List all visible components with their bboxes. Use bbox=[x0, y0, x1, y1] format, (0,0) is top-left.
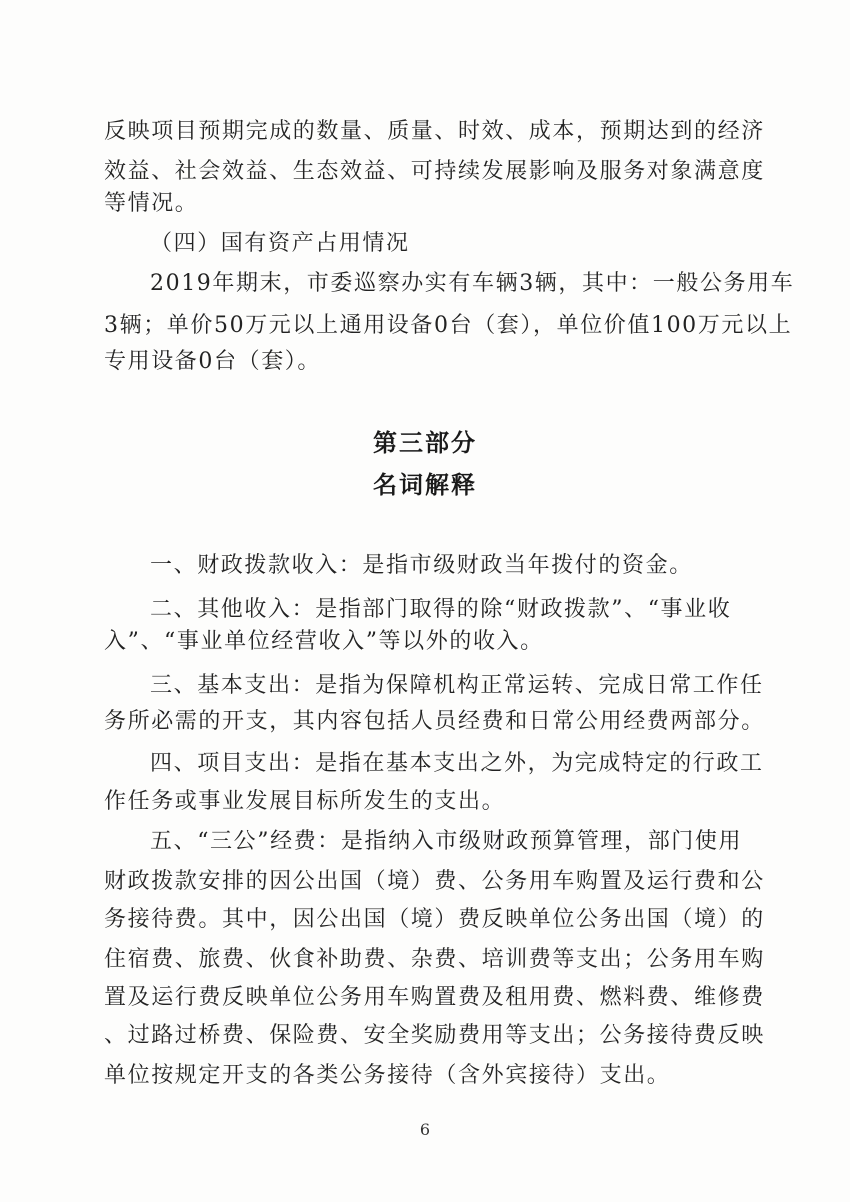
subheading-assets: （四）国有资产占用情况 bbox=[150, 231, 410, 256]
definition-line: 一、财政拨款收入：是指市级财政当年拨付的资金。 bbox=[150, 553, 693, 578]
paragraph-line: 效益、社会效益、生态效益、可持续发展影响及服务对象满意度 bbox=[104, 159, 765, 184]
definition-line: 三、基本支出：是指为保障机构正常运转、完成日常工作任 bbox=[150, 673, 764, 698]
paragraph-line: 专用设备0台（套）。 bbox=[104, 349, 321, 374]
definition-line: 单位按规定开支的各类公务接待（含外宾接待）支出。 bbox=[104, 1063, 671, 1088]
definition-line: 财政拨款安排的因公出国（境）费、公务用车购置及运行费和公 bbox=[104, 869, 765, 894]
definition-line: 务接待费。其中，因公出国（境）费反映单位公务出国（境）的 bbox=[104, 907, 765, 932]
definition-line: 务所必需的开支，其内容包括人员经费和日常公用经费两部分。 bbox=[104, 709, 765, 734]
definition-line: 住宿费、旅费、伙食补助费、杂费、培训费等支出；公务用车购 bbox=[104, 947, 765, 972]
definition-line: 作任务或事业发展目标所发生的支出。 bbox=[104, 789, 506, 814]
definition-line: 入”、“事业单位经营收入”等以外的收入。 bbox=[104, 629, 544, 654]
paragraph-line: 2019年期末，市委巡察办实有车辆3辆，其中：一般公务用车 bbox=[150, 271, 795, 296]
definition-line: 五、“三公”经费：是指纳入市级财政预算管理，部门使用 bbox=[150, 829, 743, 854]
page-number: 6 bbox=[419, 1120, 431, 1139]
definition-line: 置及运行费反映单位公务用车购置费及租用费、燃料费、维修费 bbox=[104, 985, 765, 1010]
part-title: 第三部分 bbox=[373, 429, 477, 457]
definition-line: 二、其他收入：是指部门取得的除“财政拨款”、“事业收 bbox=[150, 597, 732, 622]
definition-line: 、过路过桥费、保险费、安全奖励费用等支出；公务接待费反映 bbox=[104, 1023, 765, 1048]
definition-line: 四、项目支出：是指在基本支出之外，为完成特定的行政工 bbox=[150, 751, 764, 776]
paragraph-line: 3辆；单价50万元以上通用设备0台（套），单位价值100万元以上 bbox=[104, 313, 793, 338]
paragraph-line: 反映项目预期完成的数量、质量、时效、成本，预期达到的经济 bbox=[104, 119, 765, 144]
paragraph-line: 等情况。 bbox=[104, 191, 199, 216]
part-subtitle: 名词解释 bbox=[373, 471, 477, 499]
